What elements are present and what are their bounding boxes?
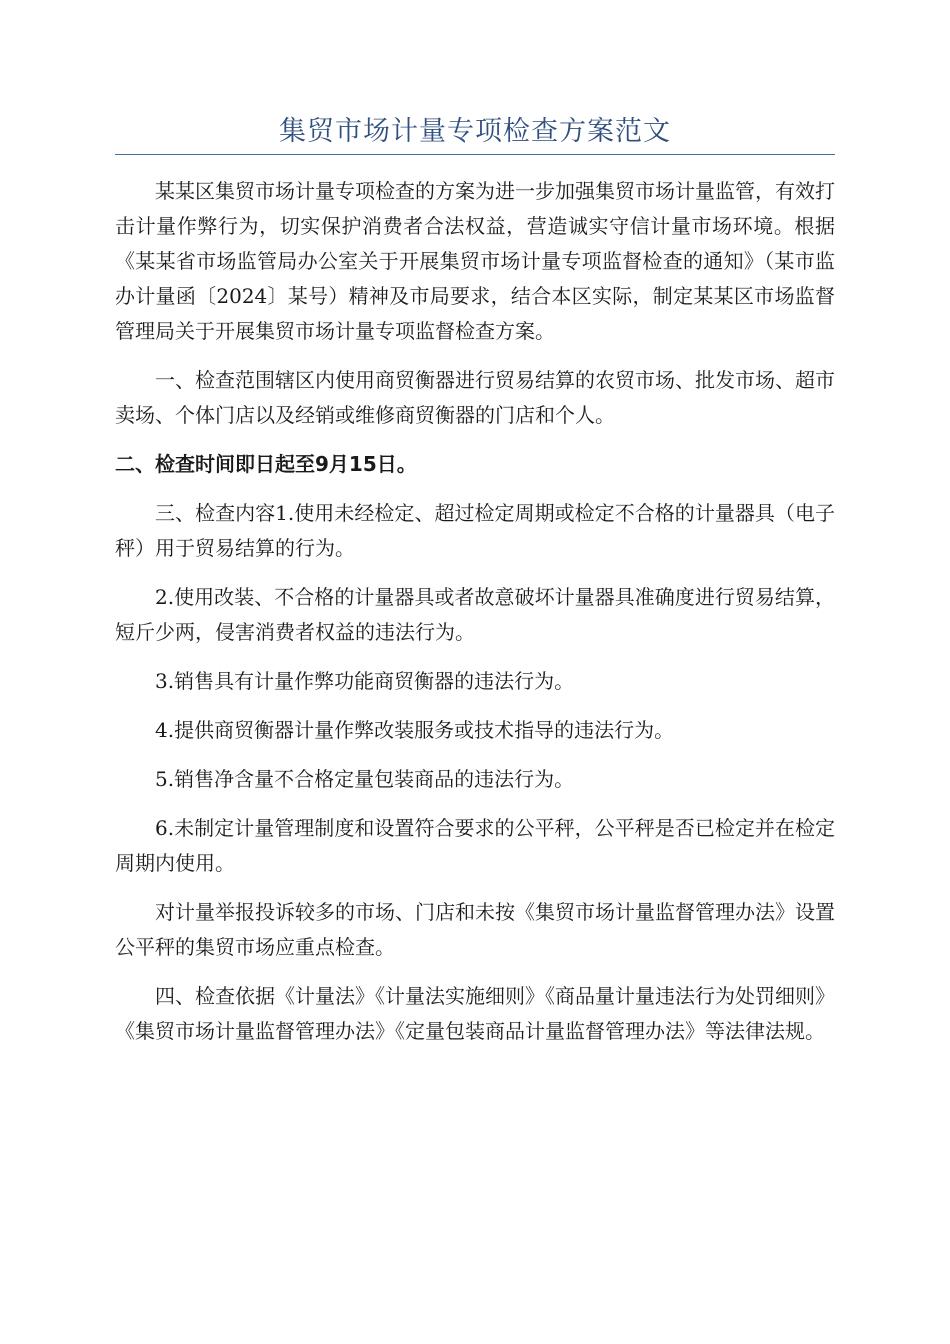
- section-content-item-1: 三、检查内容1.使用未经检定、超过检定周期或检定不合格的计量器具（电子秤）用于贸易结算的行为。: [115, 501, 835, 560]
- section-basis-paragraph: 四、检查依据《计量法》《计量法实施细则》《商品量计量违法行为处罚细则》《集贸市场计量监督管理办法》《定量包装商品计量监督管理办法》等法律法规。: [115, 984, 835, 1043]
- section-content-item-3: 3.销售具有计量作弊功能商贸衡器的违法行为。: [155, 669, 575, 693]
- document-title: 集贸市场计量专项检查方案范文: [279, 116, 671, 147]
- section-content-item-4: 4.提供商贸衡器计量作弊改装服务或技术指导的违法行为。: [155, 718, 675, 742]
- focus-inspection-paragraph: 对计量举报投诉较多的市场、门店和未按《集贸市场计量监督管理办法》设置公平秤的集贸市场应重点检查。: [115, 900, 835, 959]
- section-content-item-2: 2.使用改装、不合格的计量器具或者故意破坏计量器具准确度进行贸易结算，短斤少两，侵害消费者权益的违法行为。: [115, 585, 835, 644]
- document-body: [115, 174, 835, 1063]
- title-underline: [115, 154, 835, 155]
- section-scope-paragraph: 一、检查范围辖区内使用商贸衡器进行贸易结算的农贸市场、批发市场、超市卖场、个体门店以及经销或维修商贸衡器的门店和个人。: [115, 368, 835, 427]
- section-content-item-6: 6.未制定计量管理制度和设置符合要求的公平秤，公平秤是否已检定并在检定周期内使用。: [115, 816, 835, 875]
- section-time-heading: 二、检查时间即日起至9月15日。: [115, 452, 417, 476]
- intro-paragraph: 某某区集贸市场计量专项检查的方案为进一步加强集贸市场计量监管，有效打击计量作弊行为，切实保护消费者合法权益，营造诚实守信计量市场环境。根据《某某省市场监管局办公室关于开展集贸市场计量专项监督检查的通知》（某市监办计量函〔2024〕某号）精神及市局要求，结合本区实际，制定某某区市场监督管理局关于开展集贸市场计量专项监督检查方案。: [115, 179, 835, 343]
- section-content-item-5: 5.销售净含量不合格定量包装商品的违法行为。: [155, 767, 575, 791]
